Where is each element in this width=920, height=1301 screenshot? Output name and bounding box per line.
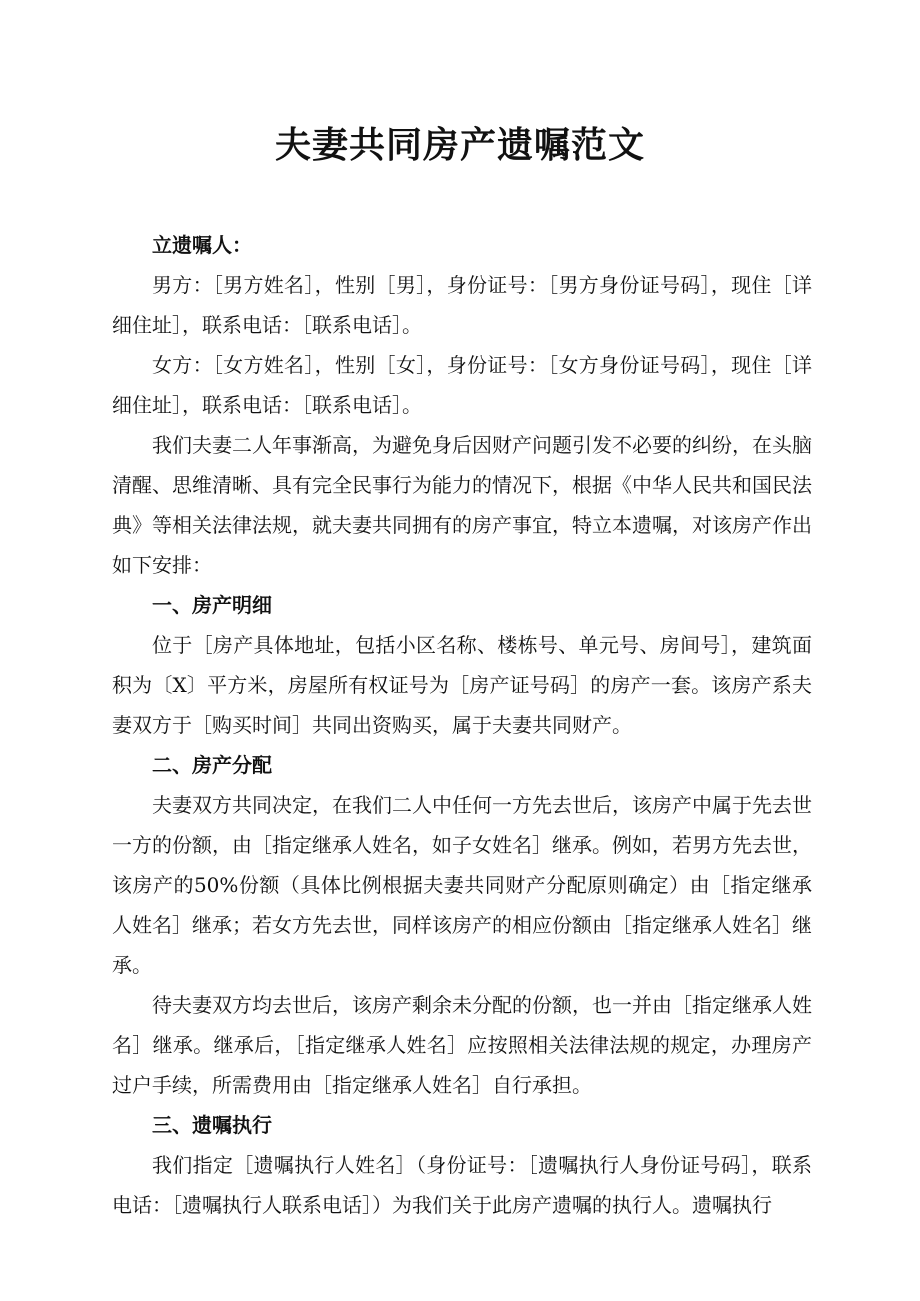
testator-label: 立遗嘱人： <box>152 233 252 257</box>
document-body <box>112 225 812 1225</box>
male-testator-info: 男方：［男方姓名］，性别［男］，身份证号：［男方身份证号码］，现住［详细住址］，联系电话：［联系电话］。 <box>112 273 812 337</box>
property-distribution-paragraph-2: 待夫妻双方均去世后，该房产剩余未分配的份额，也一并由［指定继承人姓名］继承。继承后，［指定继承人姓名］应按照相关法律法规的规定，办理房产过户手续，所需费用由［指定继承人姓名］自行承担。 <box>112 993 812 1097</box>
intro-paragraph: 我们夫妻二人年事渐高，为避免身后因财产问题引发不必要的纠纷，在头脑清醒、思维清晰、具有完全民事行为能力的情况下，根据《中华人民共和国民法典》等相关法律法规，就夫妻共同拥有的房产事宜，特立本遗嘱，对该房产作出如下安排： <box>112 433 812 577</box>
document-title: 夫妻共同房产遗嘱范文 <box>274 125 645 166</box>
property-distribution-paragraph-1: 夫妻双方共同决定，在我们二人中任何一方先去世后，该房产中属于先去世一方的份额，由［指定继承人姓名，如子女姓名］继承。例如，若男方先去世，该房产的50%份额（具体比例根据夫妻共同财产分配原则确定）由［指定继承人姓名］继承；若女方先去世，同样该房产的相应份额由［指定继承人姓名］继承。 <box>112 793 812 977</box>
will-execution-paragraph: 我们指定［遗嘱执行人姓名］（身份证号：［遗嘱执行人身份证号码］，联系电话：［遗嘱执行人联系电话］）为我们关于此房产遗嘱的执行人。遗嘱执行 <box>112 1153 812 1217</box>
section-heading-property-distribution: 二、房产分配 <box>152 753 272 777</box>
section-heading-property-details: 一、房产明细 <box>152 593 272 617</box>
property-details-paragraph: 位于［房产具体地址，包括小区名称、楼栋号、单元号、房间号］，建筑面积为〔X〕平方米，房屋所有权证号为［房产证号码］的房产一套。该房产系夫妻双方于［购买时间］共同出资购买，属于夫妻共同财产。 <box>112 633 812 737</box>
female-testator-info: 女方：［女方姓名］，性别［女］，身份证号：［女方身份证号码］，现住［详细住址］，联系电话：［联系电话］。 <box>112 353 812 417</box>
section-heading-will-execution: 三、遗嘱执行 <box>152 1113 272 1137</box>
